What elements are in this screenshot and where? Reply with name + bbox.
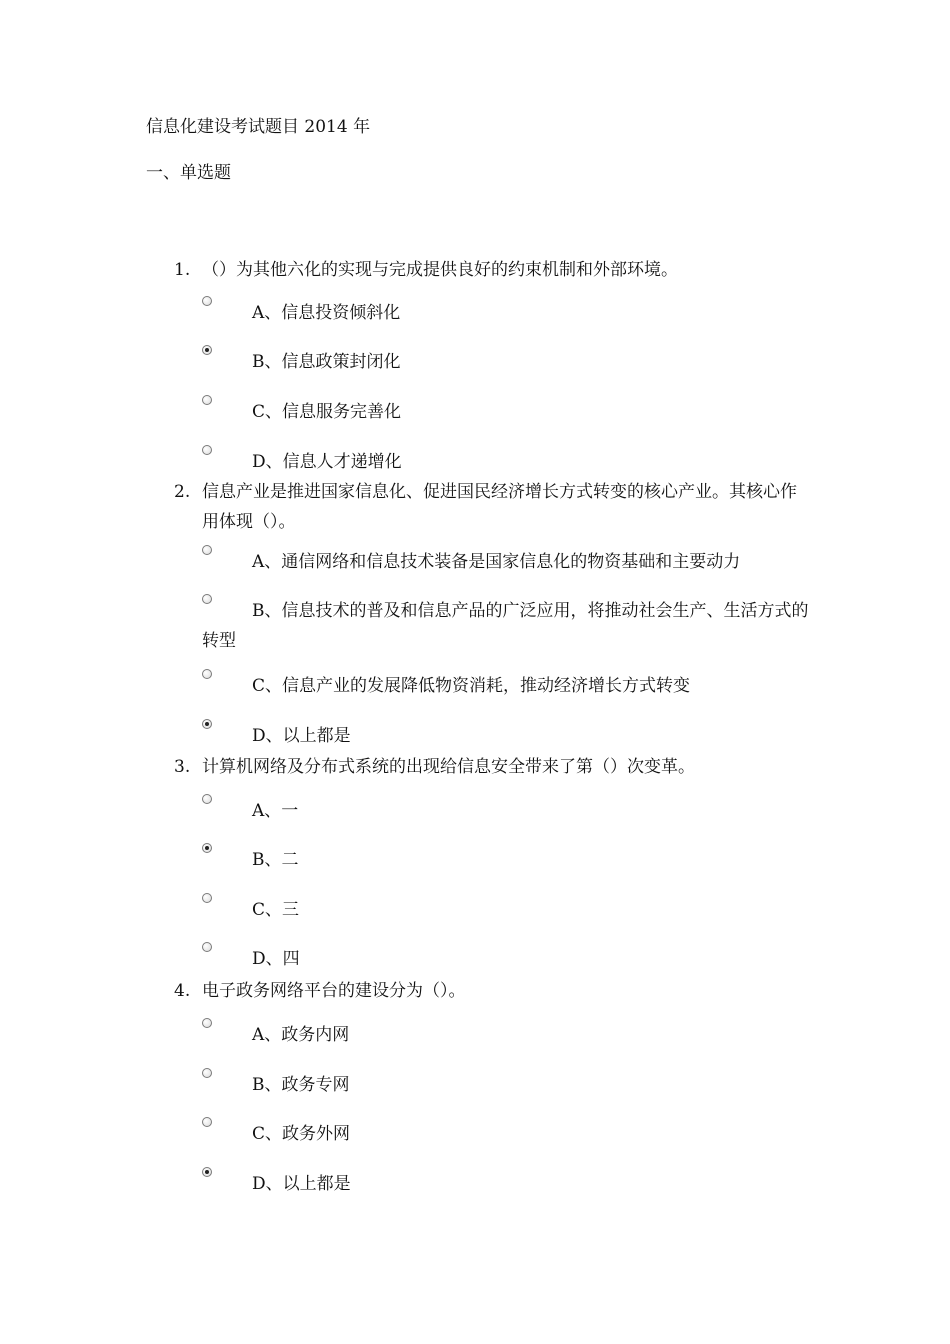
option-label: D、以上都是	[252, 1174, 351, 1194]
radio-button[interactable]	[202, 1117, 212, 1127]
question-text: 计算机网络及分布式系统的出现给信息安全带来了第（）次变革。	[202, 757, 695, 777]
radio-button-selected[interactable]	[202, 1167, 212, 1177]
option-label: C、三	[252, 900, 300, 920]
option-label: B、信息政策封闭化	[252, 352, 401, 372]
section-heading: 一、单选题	[146, 163, 231, 183]
radio-button[interactable]	[202, 395, 212, 405]
radio-button-selected[interactable]	[202, 345, 212, 355]
option-label: A、一	[252, 801, 299, 821]
radio-button[interactable]	[202, 942, 212, 952]
option-label: B、二	[252, 850, 299, 870]
option-label: C、信息产业的发展降低物资消耗，推动经济增长方式转变	[252, 676, 691, 696]
option-label: C、政务外网	[252, 1124, 351, 1144]
option-label: D、信息人才递增化	[252, 452, 402, 472]
question-number: 3.	[174, 757, 191, 777]
question-text: 电子政务网络平台的建设分为（）。	[202, 981, 466, 1001]
radio-button-selected[interactable]	[202, 843, 212, 853]
option-label: B、政务专网	[252, 1075, 350, 1095]
question-number: 4.	[174, 981, 191, 1001]
option-label: D、四	[252, 949, 300, 969]
radio-button[interactable]	[202, 669, 212, 679]
question-number: 2.	[174, 482, 191, 502]
radio-button[interactable]	[202, 296, 212, 306]
page-title: 信息化建设考试题目 2014 年	[146, 117, 371, 137]
option-label: A、通信网络和信息技术装备是国家信息化的物资基础和主要动力	[252, 552, 741, 572]
question-text: （）为其他六化的实现与完成提供良好的约束机制和外部环境。	[202, 260, 678, 280]
option-label: A、政务内网	[252, 1025, 350, 1045]
radio-button-selected[interactable]	[202, 719, 212, 729]
option-label: A、信息投资倾斜化	[252, 303, 401, 323]
question-text: 信息产业是推进国家信息化、促进国民经济增长方式转变的核心产业。其核心作用体现（）。	[202, 482, 797, 532]
radio-button[interactable]	[202, 1018, 212, 1028]
radio-button[interactable]	[202, 893, 212, 903]
option-label: C、信息服务完善化	[252, 402, 402, 422]
option-label: B、信息技术的普及和信息产品的广泛应用，将推动社会生产、生活方式的转型	[202, 601, 809, 651]
option-label: D、以上都是	[252, 726, 351, 746]
radio-button[interactable]	[202, 445, 212, 455]
radio-button[interactable]	[202, 1068, 212, 1078]
question-number: 1.	[174, 260, 191, 280]
radio-button[interactable]	[202, 794, 212, 804]
radio-button[interactable]	[202, 545, 212, 555]
